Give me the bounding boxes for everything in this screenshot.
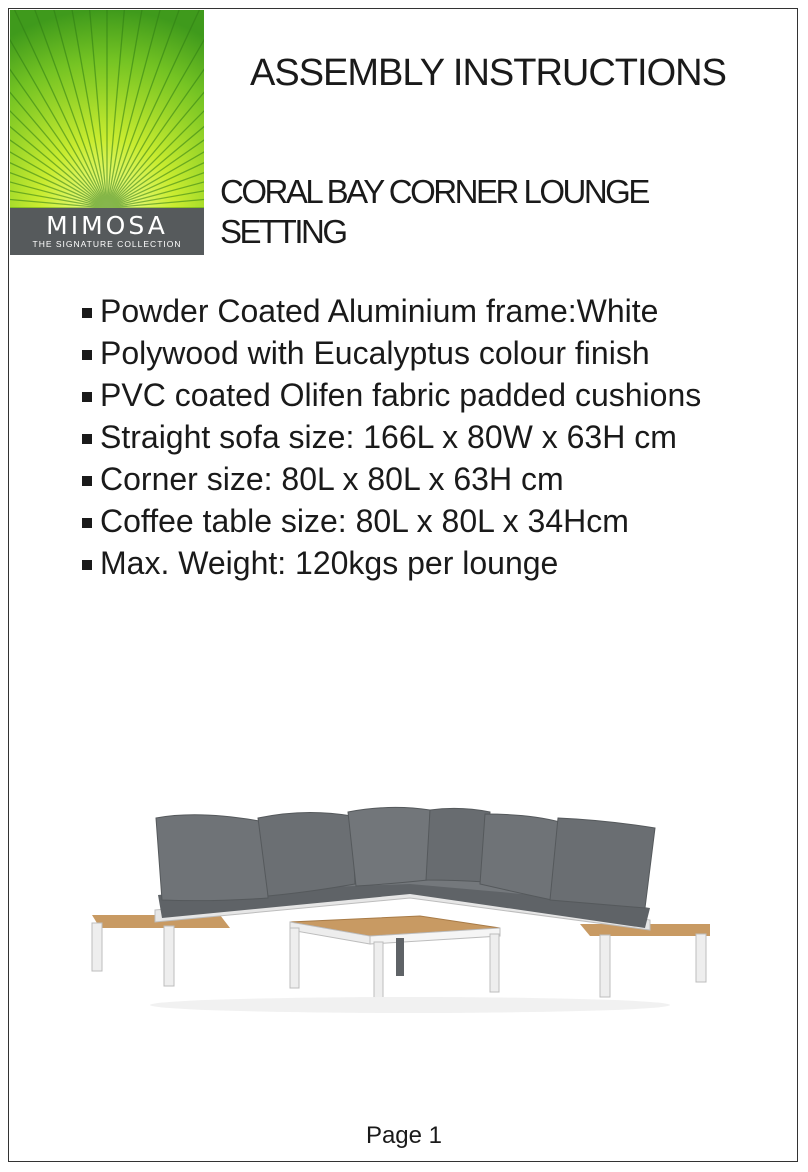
brand-logo: [10, 10, 204, 255]
brand-name: MIMOSA: [46, 211, 168, 240]
palm-leaf-icon: [10, 10, 204, 208]
bullet-icon: [82, 308, 92, 318]
feature-item: [80, 374, 780, 416]
page-number: Page 1: [365, 1122, 443, 1149]
product-photo: [90, 800, 720, 1025]
feature-item: [80, 290, 780, 332]
feature-list: [80, 290, 780, 584]
feature-text: PVC coated Olifen fabric padded cushions: [100, 377, 702, 413]
feature-text: Max. Weight: 120kgs per lounge: [100, 545, 559, 581]
feature-text: Coffee table size: 80L x 80L x 34Hcm: [100, 503, 629, 539]
feature-text: Polywood with Eucalyptus colour finish: [100, 335, 650, 371]
corner-lounge-image: [90, 800, 720, 1020]
bullet-icon: [82, 434, 92, 444]
feature-item: [80, 416, 780, 458]
feature-item: [80, 458, 780, 500]
bullet-icon: [82, 392, 92, 402]
bullet-icon: [82, 560, 92, 570]
feature-text: Powder Coated Aluminium frame:White: [100, 293, 659, 329]
feature-item: [80, 332, 780, 374]
feature-item: [80, 542, 780, 584]
document-title: ASSEMBLY INSTRUCTIONS: [250, 52, 726, 94]
logo-band: [10, 208, 204, 255]
feature-text: Straight sofa size: 166L x 80W x 63H cm: [100, 419, 677, 455]
feature-text: Corner size: 80L x 80L x 63H cm: [100, 461, 564, 497]
brand-tagline: THE SIGNATURE COLLECTION: [32, 239, 182, 249]
bullet-icon: [82, 350, 92, 360]
product-name: CORAL BAY CORNER LOUNGE SETTING: [220, 173, 648, 250]
bullet-icon: [82, 476, 92, 486]
feature-item: [80, 500, 780, 542]
bullet-icon: [82, 518, 92, 528]
